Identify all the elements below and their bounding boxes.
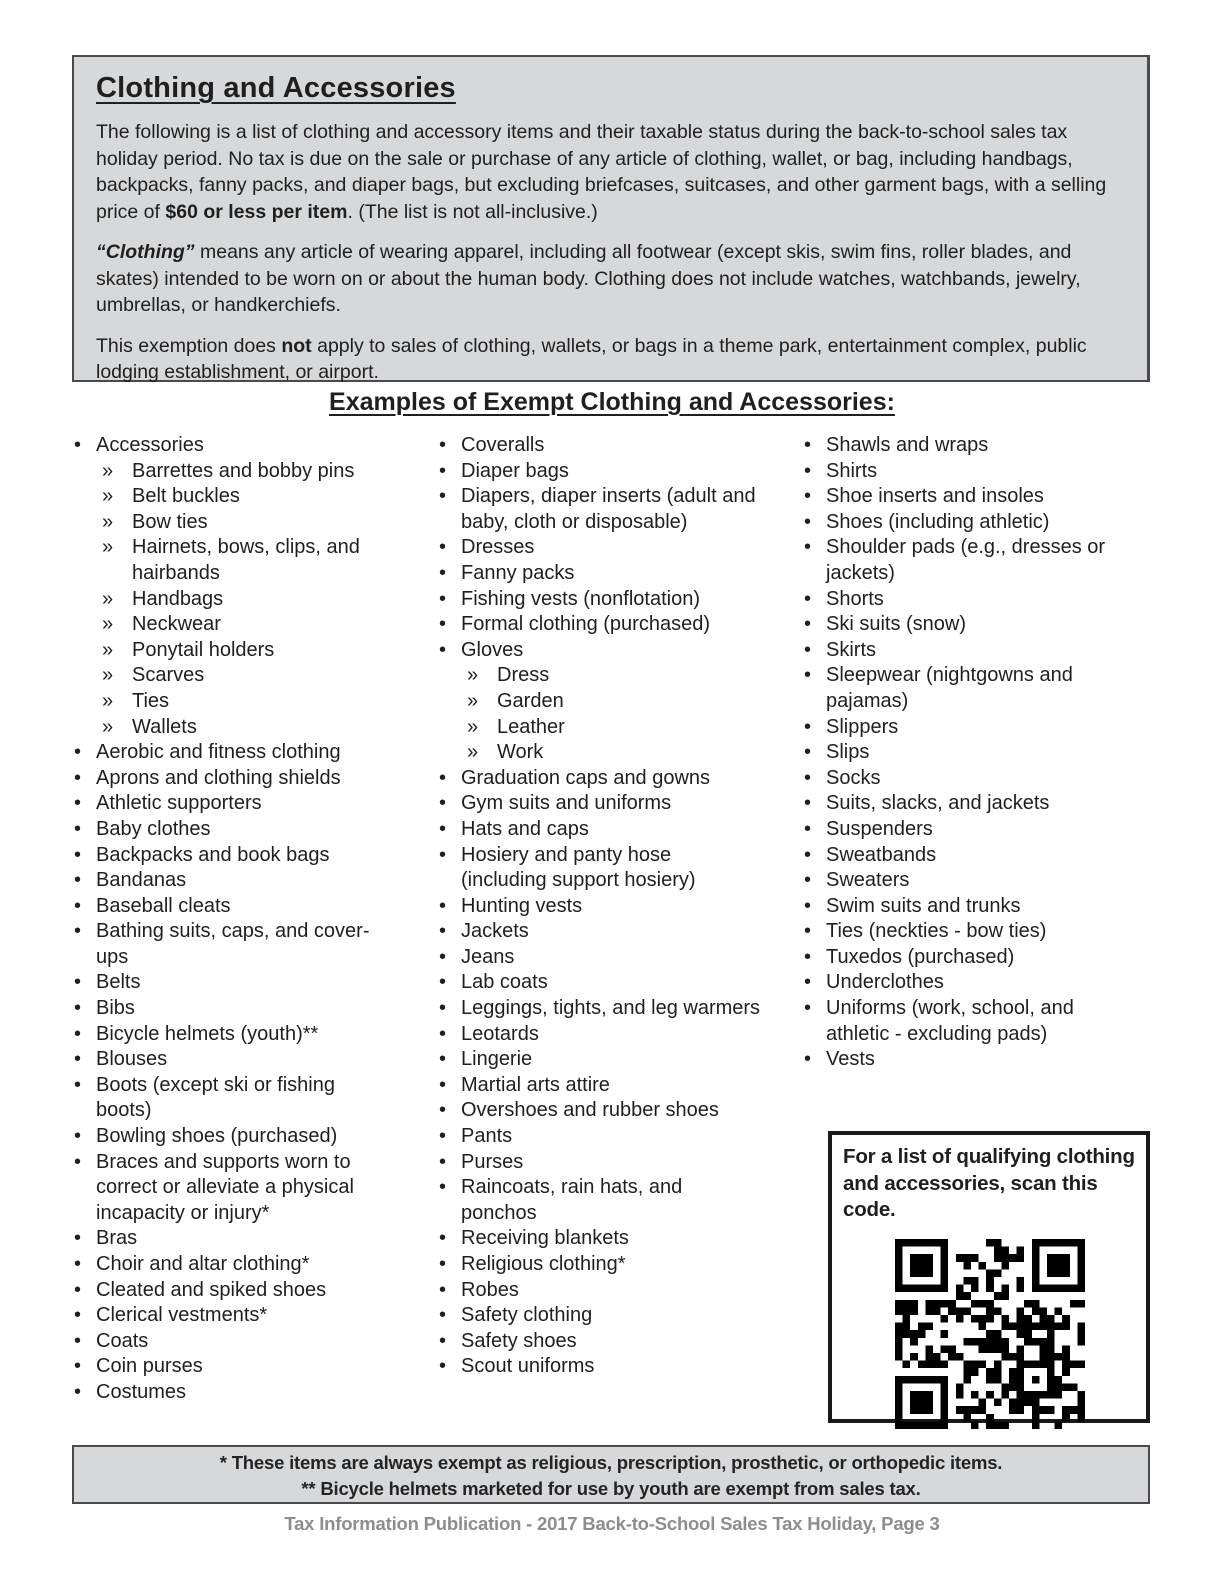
list-item <box>437 638 802 664</box>
bullet-icon: • <box>804 817 812 840</box>
list-item <box>72 715 437 741</box>
list-item <box>437 433 802 459</box>
list-item-text: Sleepwear (nightgowns and pajamas) <box>826 664 1073 712</box>
list-item-text: Suits, slacks, and jackets <box>826 792 1050 815</box>
list-item <box>72 535 437 586</box>
bullet-icon: • <box>74 434 82 456</box>
list-item-text: Costumes <box>96 1380 187 1403</box>
header-paragraph-intro <box>96 119 1123 225</box>
list-item-text: Shoe inserts and insoles <box>826 485 1044 508</box>
list-item-text: Lingerie <box>461 1048 533 1071</box>
list-item <box>802 945 1150 971</box>
list-item-text: Skirts <box>826 638 876 661</box>
list-item-text: Cleated and spiked shoes <box>96 1278 327 1301</box>
list-item <box>72 1354 437 1380</box>
bullet-icon: • <box>439 587 447 610</box>
list-item-text: Lab coats <box>461 971 548 994</box>
list-item-text: Sweatbands <box>826 843 937 866</box>
list-item <box>72 1303 437 1329</box>
footnotes-box <box>72 1445 1150 1504</box>
bullet-icon: • <box>74 1048 82 1071</box>
list-item-text: Neckwear <box>132 613 221 636</box>
list-item <box>802 894 1150 920</box>
list-item <box>802 535 1150 586</box>
list-item <box>802 970 1150 996</box>
list-item <box>802 510 1150 536</box>
list-item-text: Boots (except ski or fishing boots) <box>96 1073 335 1122</box>
list-item <box>437 1022 802 1048</box>
bullet-icon: » <box>102 587 114 610</box>
bullet-icon: • <box>439 1253 447 1275</box>
list-item-text: Leotards <box>461 1022 539 1045</box>
list-item-text: Ponytail holders <box>132 638 275 661</box>
list-item <box>802 612 1150 638</box>
list-item-text: Safety clothing <box>461 1304 593 1327</box>
bullet-icon: • <box>439 459 447 482</box>
bullet-icon: • <box>439 1176 447 1199</box>
list-item <box>802 740 1150 766</box>
bullet-icon: • <box>74 869 82 892</box>
bullet-icon: • <box>74 1073 82 1096</box>
bullet-icon: • <box>74 766 82 789</box>
list-item-text: Dresses <box>461 536 535 559</box>
list-item-text: Jackets <box>461 920 529 943</box>
list-item <box>802 587 1150 613</box>
list-item <box>437 817 802 843</box>
list-item-text: Swim suits and trunks <box>826 894 1021 917</box>
list-item <box>802 766 1150 792</box>
bullet-icon: • <box>74 1329 82 1352</box>
list-item-text: Hats and caps <box>461 817 589 840</box>
list-item-text: Shoulder pads (e.g., dresses or jackets) <box>826 536 1106 584</box>
bullet-icon: • <box>439 894 447 917</box>
list-item-text: Vests <box>826 1048 875 1071</box>
bullet-icon: • <box>439 945 447 968</box>
list-item <box>802 638 1150 664</box>
list-item-text: Bowling shoes (purchased) <box>96 1125 338 1148</box>
bullet-icon: » <box>102 664 114 687</box>
bullet-icon: • <box>439 1304 447 1327</box>
list-item <box>72 791 437 817</box>
list-item-text: Bras <box>96 1227 138 1250</box>
list-item <box>72 1150 437 1227</box>
bullet-icon: • <box>439 1150 447 1173</box>
bullet-icon: • <box>439 766 447 789</box>
list-item <box>72 612 437 638</box>
bullet-icon: • <box>439 1022 447 1045</box>
list-item-text: Dress <box>497 664 550 687</box>
paragraph-bold-text: $60 or less per item <box>165 200 348 223</box>
bullet-icon: • <box>439 485 447 508</box>
bullet-icon: • <box>804 843 812 866</box>
bullet-icon: • <box>804 613 812 636</box>
list-item-text: Shawls and wraps <box>826 434 989 456</box>
list-item <box>802 663 1150 714</box>
bullet-icon: • <box>439 638 447 661</box>
list-item-text: Coveralls <box>461 434 545 456</box>
bullet-icon: • <box>804 638 812 661</box>
exempt-list-column-2 <box>437 433 802 1406</box>
list-item <box>437 561 802 587</box>
list-item-text: Sweaters <box>826 869 910 892</box>
header-paragraph-exclusion <box>96 333 1123 386</box>
list-item <box>72 1252 437 1278</box>
list-item <box>72 638 437 664</box>
list-item <box>437 996 802 1022</box>
bullet-icon: • <box>439 1048 447 1071</box>
bullet-icon: » <box>102 510 114 533</box>
list-item <box>437 945 802 971</box>
list-item <box>72 510 437 536</box>
list-item-text: Baseball cleats <box>96 894 231 917</box>
list-item-text: Gym suits and uniforms <box>461 792 672 815</box>
list-item <box>437 970 802 996</box>
list-item-text: Choir and altar clothing* <box>96 1253 310 1275</box>
examples-section-heading: Examples of Exempt Clothing and Accessories: <box>329 388 895 416</box>
bullet-icon: • <box>439 434 447 456</box>
bullet-icon: • <box>804 894 812 917</box>
bullet-icon: • <box>74 1227 82 1250</box>
list-item <box>802 433 1150 459</box>
list-item-text: Jeans <box>461 945 515 968</box>
list-item-text: Baby clothes <box>96 817 211 840</box>
list-item <box>437 612 802 638</box>
list-item <box>72 843 437 869</box>
list-item-text: Socks <box>826 766 881 789</box>
footnote-double-asterisk: ** Bicycle helmets marketed for use by youth are exempt from sales tax. <box>301 1477 921 1499</box>
list-item-text: Formal clothing (purchased) <box>461 613 710 636</box>
bullet-icon: • <box>439 1125 447 1148</box>
list-item <box>437 1098 802 1124</box>
bullet-icon: • <box>439 1278 447 1301</box>
list-item-text: Martial arts attire <box>461 1073 610 1096</box>
list-item <box>437 791 802 817</box>
list-item-text: Pants <box>461 1125 513 1148</box>
list-item-text: Braces and supports worn to correct or alleviate a physical incapacity or injury* <box>96 1150 354 1224</box>
bullet-icon: • <box>74 920 82 943</box>
bullet-icon: • <box>439 561 447 584</box>
page-title: Clothing and Accessories <box>96 72 456 104</box>
list-item-text: Gloves <box>461 638 524 661</box>
list-item <box>437 1226 802 1252</box>
list-item-text: Overshoes and rubber shoes <box>461 1099 719 1122</box>
list-item <box>437 1278 802 1304</box>
list-item-text: Leggings, tights, and leg warmers <box>461 997 761 1020</box>
list-item-text: Athletic supporters <box>96 792 262 815</box>
list-item-text: Suspenders <box>826 817 933 840</box>
bullet-icon: • <box>439 1099 447 1122</box>
bullet-icon: • <box>804 766 812 789</box>
bullet-icon: • <box>439 613 447 636</box>
list-item <box>437 1150 802 1176</box>
list-item <box>72 1329 437 1355</box>
list-item <box>437 766 802 792</box>
list-item-text: Tuxedos (purchased) <box>826 945 1015 968</box>
bullet-icon: • <box>439 1329 447 1352</box>
bullet-icon: • <box>804 510 812 533</box>
bullet-icon: • <box>804 664 812 687</box>
list-item-text: Bibs <box>96 997 135 1020</box>
list-item-text: Diaper bags <box>461 459 569 482</box>
bullet-icon: » <box>102 459 114 482</box>
list-item <box>437 663 802 689</box>
list-item <box>72 868 437 894</box>
list-item <box>437 843 802 894</box>
bullet-icon: • <box>804 485 812 508</box>
list-item-text: Shorts <box>826 587 884 610</box>
bullet-icon: • <box>804 459 812 482</box>
list-item <box>72 1278 437 1304</box>
list-item <box>72 1124 437 1150</box>
bullet-icon: • <box>804 434 812 456</box>
bullet-icon: • <box>439 843 447 866</box>
bullet-icon: • <box>74 894 82 917</box>
bullet-icon: • <box>804 587 812 610</box>
list-item-text: Backpacks and book bags <box>96 843 330 866</box>
list-item-text: Coin purses <box>96 1355 203 1378</box>
bullet-icon: • <box>439 971 447 994</box>
list-item <box>437 740 802 766</box>
list-item-text: Scout uniforms <box>461 1355 595 1378</box>
bullet-icon: • <box>804 792 812 815</box>
list-item-text: Work <box>497 741 544 764</box>
list-item <box>437 1303 802 1329</box>
list-item <box>437 1124 802 1150</box>
header-paragraph-definition <box>96 239 1123 319</box>
paragraph-bold-text: not <box>281 334 312 357</box>
list-item-text: Fishing vests (nonflotation) <box>461 587 701 610</box>
list-item <box>437 1252 802 1278</box>
list-item-text: Ski suits (snow) <box>826 613 967 636</box>
list-item-text: Purses <box>461 1150 524 1173</box>
bullet-icon: • <box>804 1048 812 1071</box>
list-item-text: Bicycle helmets (youth)** <box>96 1022 319 1045</box>
list-item <box>802 868 1150 894</box>
list-item-text: Belt buckles <box>132 485 240 508</box>
list-item <box>72 1073 437 1124</box>
bullet-icon: • <box>804 869 812 892</box>
list-item-text: Garden <box>497 689 564 712</box>
list-item <box>72 894 437 920</box>
list-item <box>72 587 437 613</box>
list-item-text: Accessories <box>96 434 204 456</box>
list-item <box>437 1047 802 1073</box>
bullet-icon: » <box>467 741 479 764</box>
list-item-text: Bow ties <box>132 510 208 533</box>
list-item <box>72 484 437 510</box>
list-item-text: Scarves <box>132 664 205 687</box>
list-item-text: Graduation caps and gowns <box>461 766 711 789</box>
bullet-icon: » <box>102 613 114 636</box>
list-item-text: Belts <box>96 971 141 994</box>
bullet-icon: • <box>74 1150 82 1173</box>
list-item-text: Ties (neckties - bow ties) <box>826 920 1047 943</box>
list-item-text: Slippers <box>826 715 899 738</box>
paragraph-text: The following is a list of clothing and accessory items and their taxable status during the back-to-school sales tax holiday period. No tax is due on the sale or purchase of any article of clothing, wallet, or bag, including handbags, backpacks, fanny packs, and diaper bags, but excluding briefcases, suitcases, and other garment bags, with a selling price of <box>96 121 1107 223</box>
list-item <box>802 996 1150 1047</box>
list-item-text: Safety shoes <box>461 1329 577 1352</box>
list-item <box>437 1175 802 1226</box>
list-item <box>802 791 1150 817</box>
bullet-icon: • <box>74 1355 82 1378</box>
list-item <box>72 970 437 996</box>
list-item-text: Leather <box>497 715 565 738</box>
list-item <box>437 587 802 613</box>
bullet-icon: » <box>467 664 479 687</box>
bullet-icon: • <box>439 1073 447 1096</box>
list-item-text: Hairnets, bows, clips, and hairbands <box>132 536 360 584</box>
list-item-text: Clerical vestments* <box>96 1304 268 1327</box>
bullet-icon: • <box>74 1125 82 1148</box>
list-item <box>437 689 802 715</box>
list-item-text: Aprons and clothing shields <box>96 766 341 789</box>
list-item <box>437 459 802 485</box>
list-item <box>437 1073 802 1099</box>
paragraph-text: apply to sales of clothing, wallets, or bags in a theme park, entertainment complex, public lodging establishment, or airport. <box>96 334 1087 383</box>
list-item-text: Shirts <box>826 459 878 482</box>
list-item <box>437 1354 802 1380</box>
list-item-text: Wallets <box>132 715 197 738</box>
list-item-text: Receiving blankets <box>461 1227 629 1250</box>
list-item <box>437 1329 802 1355</box>
bullet-icon: • <box>74 971 82 994</box>
bullet-icon: • <box>74 1022 82 1045</box>
list-item <box>437 535 802 561</box>
footnote-asterisk: * These items are always exempt as religious, prescription, prosthetic, or orthopedic items. <box>219 1452 1003 1473</box>
bullet-icon: » <box>102 715 114 738</box>
qr-code-icon <box>895 1239 1085 1429</box>
list-item <box>72 996 437 1022</box>
bullet-icon: • <box>439 1227 447 1250</box>
qr-box-caption: For a list of qualifying clothing and accessories, scan this code. <box>843 1145 1135 1221</box>
list-item <box>802 817 1150 843</box>
paragraph-text: means any article of wearing apparel, including all footwear (except skis, swim fins, roller blades, and skates) intended to be worn on or about the human body. Clothing does not include watches, watchbands, jewelry, umbrellas, or handkerchiefs. <box>96 241 1081 316</box>
list-item <box>72 766 437 792</box>
list-item <box>72 459 437 485</box>
bullet-icon: • <box>74 1304 82 1327</box>
paragraph-bold-italic-text: “Clothing” <box>96 241 195 263</box>
list-item-text: Robes <box>461 1278 519 1301</box>
list-item-text: Underclothes <box>826 971 944 994</box>
bullet-icon: • <box>804 945 812 968</box>
list-item <box>437 484 802 535</box>
bullet-icon: • <box>804 997 812 1020</box>
list-item-text: Uniforms (work, school, and athletic - excluding pads) <box>826 997 1074 1045</box>
list-item <box>437 919 802 945</box>
list-item-text: Religious clothing* <box>461 1253 626 1275</box>
list-item-text: Bandanas <box>96 869 187 892</box>
bullet-icon: • <box>74 1253 82 1275</box>
paragraph-text: . (The list is not all-inclusive.) <box>347 200 598 223</box>
list-item <box>72 740 437 766</box>
list-item-text: Raincoats, rain hats, and ponchos <box>461 1176 683 1224</box>
bullet-icon: » <box>102 536 114 559</box>
bullet-icon: • <box>804 715 812 738</box>
list-item <box>72 1022 437 1048</box>
list-item <box>72 817 437 843</box>
list-item-text: Fanny packs <box>461 561 575 584</box>
list-item <box>72 689 437 715</box>
list-item <box>72 1380 437 1406</box>
exempt-list-column-1 <box>72 433 437 1406</box>
list-item-text: Blouses <box>96 1048 168 1071</box>
list-item <box>437 715 802 741</box>
page-footer: Tax Information Publication - 2017 Back-to-School Sales Tax Holiday, Page 3 <box>284 1513 940 1534</box>
bullet-icon: • <box>439 817 447 840</box>
qr-code-box <box>828 1131 1150 1423</box>
header-box <box>72 55 1150 382</box>
list-item-text: Handbags <box>132 587 224 610</box>
bullet-icon: » <box>467 689 479 712</box>
bullet-icon: • <box>74 843 82 866</box>
bullet-icon: • <box>74 792 82 815</box>
list-item <box>72 919 437 970</box>
list-item-text: Hunting vests <box>461 894 583 917</box>
bullet-icon: » <box>102 689 114 712</box>
list-item-text: Hosiery and panty hose (including support hosiery) <box>461 843 696 892</box>
bullet-icon: • <box>74 741 82 764</box>
bullet-icon: • <box>74 1380 82 1403</box>
bullet-icon: • <box>439 536 447 559</box>
list-item <box>802 843 1150 869</box>
bullet-icon: • <box>804 741 812 764</box>
list-item <box>72 433 437 459</box>
bullet-icon: • <box>804 920 812 943</box>
bullet-icon: • <box>74 817 82 840</box>
bullet-icon: • <box>804 536 812 559</box>
list-item <box>72 1226 437 1252</box>
list-item-text: Bathing suits, caps, and cover-ups <box>96 920 370 968</box>
list-item <box>72 663 437 689</box>
bullet-icon: • <box>74 997 82 1020</box>
list-item <box>802 919 1150 945</box>
bullet-icon: • <box>439 1355 447 1378</box>
list-item <box>802 459 1150 485</box>
list-item <box>802 484 1150 510</box>
list-item-text: Aerobic and fitness clothing <box>96 741 341 764</box>
list-item-text: Coats <box>96 1329 149 1352</box>
list-item-text: Ties <box>132 689 170 712</box>
list-item <box>72 1047 437 1073</box>
list-item-text: Barrettes and bobby pins <box>132 459 355 482</box>
bullet-icon: • <box>439 792 447 815</box>
list-item <box>802 715 1150 741</box>
bullet-icon: • <box>804 971 812 994</box>
list-item <box>437 894 802 920</box>
list-item <box>802 1047 1150 1073</box>
list-item-text: Shoes (including athletic) <box>826 510 1050 533</box>
paragraph-text: This exemption does <box>96 334 282 357</box>
bullet-icon: » <box>102 485 114 508</box>
bullet-icon: • <box>439 920 447 943</box>
bullet-icon: » <box>467 715 479 738</box>
bullet-icon: • <box>439 997 447 1020</box>
list-item-text: Diapers, diaper inserts (adult and baby, cloth or disposable) <box>461 485 756 533</box>
bullet-icon: • <box>74 1278 82 1301</box>
list-item-text: Slips <box>826 741 870 764</box>
bullet-icon: » <box>102 638 114 661</box>
